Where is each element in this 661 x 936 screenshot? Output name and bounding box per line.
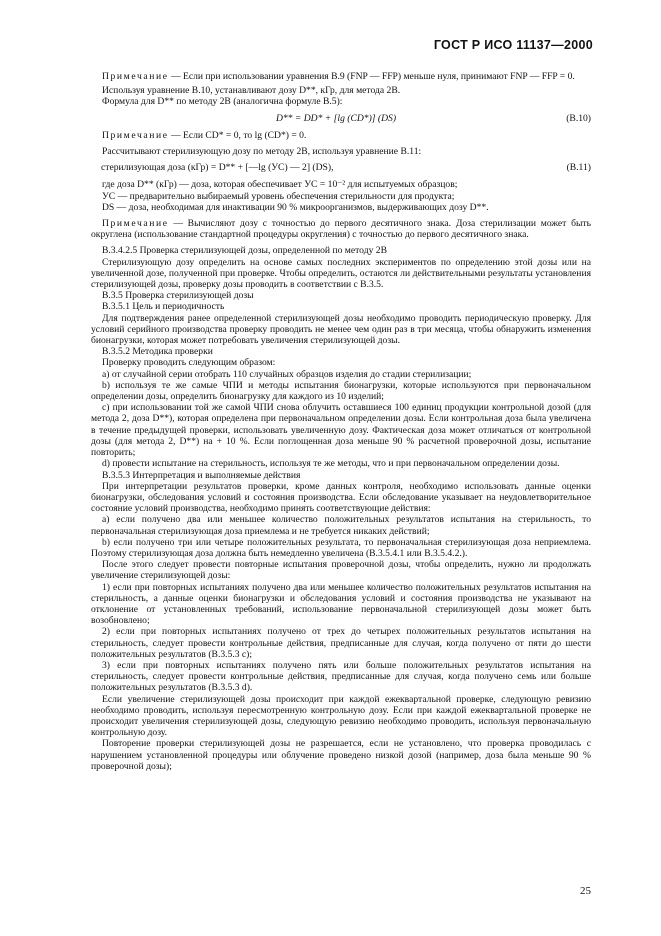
note-text: — Вычисляют дозу с точностью до первого десятичного знака. Доза стерилизации может быть округлена (использование стандартной процедуры округления) с точностью до первого десятичного знака. xyxy=(91,218,591,241)
list-item: 1) если при повторных испытаниях получено два или меньшее количество положительных результатов испытания на стерильность, а данные оценки бионагрузки и обследования условий и состояния производства не указывают на отклонение от установленных требований, использование первоначальной стерилизующей дозы может быть возобновлено; xyxy=(91,581,591,627)
page-number: 25 xyxy=(580,885,591,897)
list-item: d) провести испытание на стерильность, используя те же методы, что и при первоначальном определении дозы. xyxy=(102,458,560,470)
definition-line: где доза D** (кГр) — доза, которая обеспечивает УС = 10⁻² для испытуемых образцов; xyxy=(102,179,458,191)
paragraph: Стерилизующую дозу определить на основе самых последних экспериментов по определению этой дозы или на увеличенной дозе, полученной при проверке. Чтобы определить, остаются ли действительными результаты установления стерилизующей дозы, проверку дозы проводить в соответствии с В.3.5. xyxy=(91,256,591,291)
note-label: Примечание xyxy=(102,71,169,82)
list-item: a) от случайной серии отобрать 110 случайных образцов изделия до стадии стерилизации; xyxy=(102,368,472,380)
note-label: Примечание xyxy=(102,218,169,230)
section-heading: В.3.5.3 Интерпретация и выполняемые действия xyxy=(102,469,301,481)
equation-b10 xyxy=(91,113,591,124)
paragraph: Повторение проверки стерилизующей дозы не разрешается, если не установлено, что проверка проводилась с нарушением установленной процедуры или облучение проведено низкой дозой (например, доза была меньше 90 % проверочной дозы); xyxy=(91,738,591,772)
definition-line: УС — предварительно выбираемый уровень обеспечения стерильности для продукта; xyxy=(102,190,455,202)
paragraph: Используя уравнение В.10, устанавливают дозу D**, кГр, для метода 2В. xyxy=(102,85,401,97)
list-item: b) используя те же самые ЧПИ и методы испытания бионагрузки, которые используются при первоначальном определении дозы, определить бионагрузку для каждого из 10 изделий; xyxy=(91,379,591,403)
section-heading: В.3.5 Проверка стерилизующей дозы xyxy=(102,290,254,302)
note-paragraph xyxy=(91,71,591,82)
note-label: Примечание xyxy=(102,129,169,141)
section-heading: В.3.4.2.5 Проверка стерилизующей дозы, определенной по методу 2В xyxy=(102,245,387,257)
paragraph: При интерпретации результатов проверки, кроме данных контроля, необходимо использовать данные оценки бионагрузки, обследования условий и состояния производства. Если обследование указывает на неудовлетворительное состояние условий производства, необходимо принять соответствующие действия: xyxy=(91,480,591,515)
paragraph: После этого следует провести повторные испытания проверочной дозы, чтобы определить, нужно ли продолжать увеличение стерилизующей дозы: xyxy=(91,559,591,582)
note-text: — Если CD* = 0, то lg (CD*) = 0. xyxy=(170,129,307,141)
paragraph: Формула для D** по методу 2В (аналогична формуле В.5): xyxy=(102,96,343,108)
note-paragraph xyxy=(91,130,591,141)
equation-number: (В.10) xyxy=(566,112,591,124)
paragraph: Для подтверждения ранее определенной стерилизующей дозы необходимо проводить периодическую проверку. Для условий серийного производства проверку проводить не менее чем один раз в три месяца, чтобы обнаружить изменения бионагрузки, которая может потребовать увеличения стерилизующей дозы. xyxy=(91,312,591,347)
standard-header: ГОСТ Р ИСО 11137—2000 xyxy=(433,38,593,52)
list-item: 3) если при повторных испытаниях получено пять или больше положительных результатов испытания на стерильность, следует провести контрольные действия, предписанные для случая, когда получено семь или больше положительных результатов (В.3.5.3 d). xyxy=(91,659,591,694)
list-item: a) если получено два или меньшее количество положительных результатов испытания на стерильность, то первоначальная стерилизующая доза приемлема и не требуется никаких действий; xyxy=(91,514,591,537)
paragraph: Проверку проводить следующим образом: xyxy=(102,357,276,369)
note-paragraph xyxy=(91,218,591,240)
note-text: — Если при использовании уравнения В.9 (FNP — FFP) меньше нуля, принимают FNP — FFP = 0. xyxy=(170,71,575,82)
paragraph: Рассчитывают стерилизующую дозу по методу 2В, используя уравнение В.11: xyxy=(102,146,422,158)
section-heading: В.3.5.2 Методика проверки xyxy=(102,346,213,358)
list-item: c) при использовании той же самой ЧПИ снова облучить оставшиеся 100 единиц продукции контрольной дозой (для метода 2, доза D**), которая определена при первоначальном определении дозы. Если контрольная доза была увеличена в течение предыдущей проверки, использовать увеличенную дозу. Фактическая доза может отличаться от контрольной дозы (для метода 2, D**) на + 10 %. Если поглощенная доза меньше 90 % расчетной проверочной дозы, испытание повторить; xyxy=(91,402,591,459)
equation-number: (В.11) xyxy=(566,162,591,174)
definition-line: DS — доза, необходимая для инактивации 90 % микроорганизмов, выдерживающих дозу D**. xyxy=(102,201,489,213)
list-item: b) если получено три или четыре положительных результата, то первоначальная стерилизующая доза неприемлема. Поэтому стерилизующая доза должна быть немедленно увеличена (В.3.5.4.1 или В.3.5.4.2.). xyxy=(91,536,591,559)
equation-formula: D** = DD* + [lg (CD*)] (DS) xyxy=(275,112,397,124)
paragraph: Если увеличение стерилизующей дозы происходит при каждой ежеквартальной проверке, следующую ревизию необходимо проводить, используя пересмотренную контрольную дозу. Если при каждой ежеквартальной проверке не происходит увеличения стерилизующей дозы, следующую ревизию необходимо проводить, используя первоначальную контрольную дозу. xyxy=(91,693,591,739)
list-item: 2) если при повторных испытаниях получено от трех до четырех положительных результатов испытания на стерильность, следует провести контрольные действия, предписанные для случая, когда получено от пяти до шести положительных результатов (В.3.5.3 с); xyxy=(91,626,591,660)
section-heading: В.3.5.1 Цель и периодичность xyxy=(102,301,225,313)
equation-b11 xyxy=(91,162,591,173)
equation-formula: стерилизующая доза (кГр) = D** + [—lg (УС) — 2] (DS), xyxy=(101,162,334,174)
